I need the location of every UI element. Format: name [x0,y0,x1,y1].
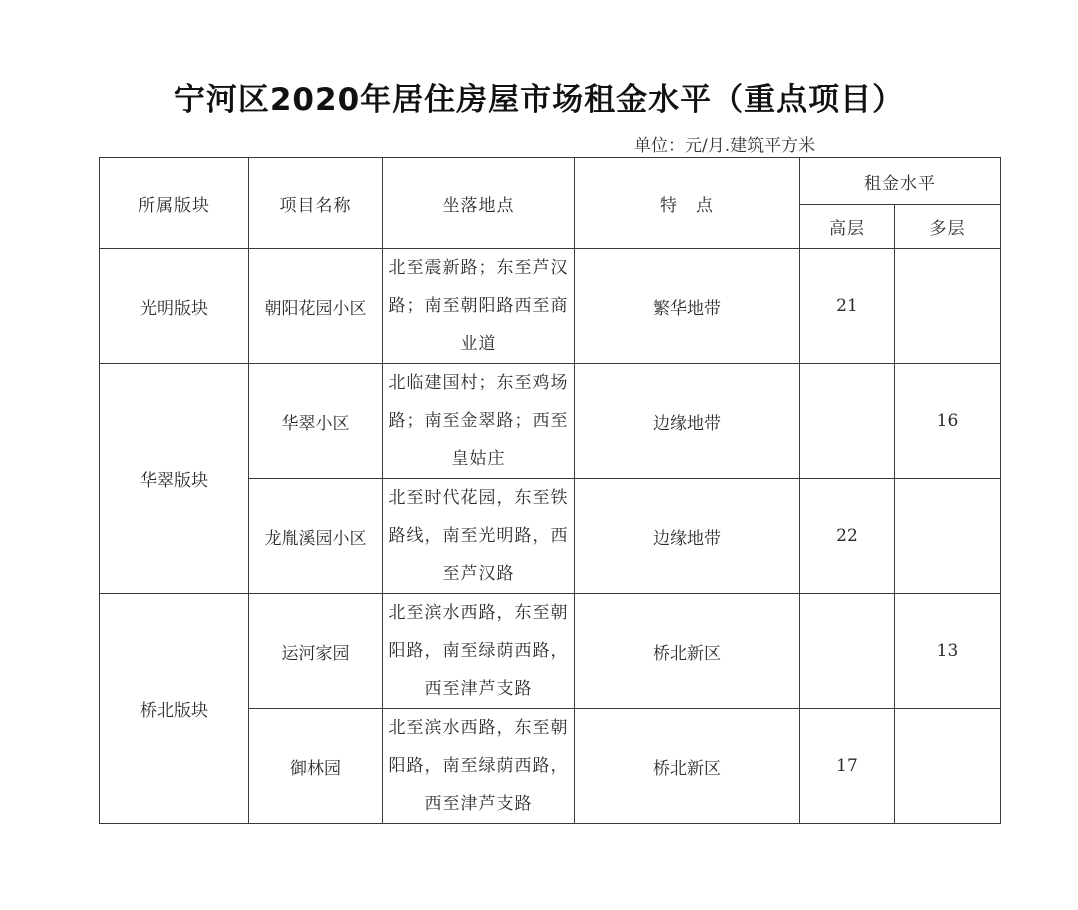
location-line: 业道 [460,334,497,354]
location-line: 至芦汉路 [442,564,515,584]
feature-cell: 边缘地带 [575,479,800,594]
location-cell [383,364,575,479]
document-title: 宁河区2020年居住房屋市场租金水平（重点项目） [173,82,905,118]
project-name-cell: 御林园 [249,709,383,824]
multi-story-rent-cell: 16 [895,364,1001,479]
high-rise-rent-cell: 21 [800,249,895,364]
high-rise-rent-cell: 22 [800,479,895,594]
location-line: 西至津芦支路 [424,794,533,814]
feature-cell: 桥北新区 [575,594,800,709]
project-name-cell: 华翠小区 [249,364,383,479]
table-row [100,364,1001,479]
block-name-cell: 华翠版块 [100,364,249,594]
feature-cell: 繁华地带 [575,249,800,364]
location-cell [383,479,575,594]
multi-story-rent-cell [895,479,1001,594]
location-line: 北至震新路；东至芦汉 [388,258,569,278]
multi-story-rent-cell: 13 [895,594,1001,709]
location-line: 北至滨水西路，东至朝 [388,718,569,738]
multi-story-rent-cell [895,709,1001,824]
location-line: 阳路，南至绿荫西路， [388,641,569,661]
location-line: 北至滨水西路，东至朝 [388,603,569,623]
location-line: 皇姑庄 [451,449,506,469]
table-row [100,594,1001,709]
location-line: 路；南至朝阳路西至商 [388,296,569,316]
header-row [100,158,1001,205]
project-name-cell: 运河家园 [249,594,383,709]
header-block: 所属版块 [100,158,249,249]
high-rise-rent-cell [800,594,895,709]
location-line: 北临建国村；东至鸡场 [388,373,569,393]
location-line: 西至津芦支路 [424,679,533,699]
header-project: 项目名称 [249,158,383,249]
unit-note: 单位：元/月.建筑平方米 [634,136,816,156]
location-cell [383,249,575,364]
rent-table [99,157,1001,824]
location-line: 路线，南至光明路，西 [388,526,569,546]
project-name-cell: 朝阳花园小区 [249,249,383,364]
location-cell [383,709,575,824]
block-name-cell: 桥北版块 [100,594,249,824]
header-multi-story: 多层 [895,205,1001,249]
header-feature: 特 点 [575,158,800,249]
location-line: 路；南至金翠路；西至 [388,411,569,431]
feature-cell: 桥北新区 [575,709,800,824]
table-row [100,249,1001,364]
feature-cell: 边缘地带 [575,364,800,479]
project-name-cell: 龙胤溪园小区 [249,479,383,594]
location-line: 北至时代花园，东至铁 [388,488,569,508]
location-cell [383,594,575,709]
multi-story-rent-cell [895,249,1001,364]
location-line: 阳路，南至绿荫西路， [388,756,569,776]
header-location: 坐落地点 [383,158,575,249]
header-high-rise: 高层 [800,205,895,249]
header-rent-level: 租金水平 [800,158,1001,205]
block-name-cell: 光明版块 [100,249,249,364]
high-rise-rent-cell [800,364,895,479]
high-rise-rent-cell: 17 [800,709,895,824]
